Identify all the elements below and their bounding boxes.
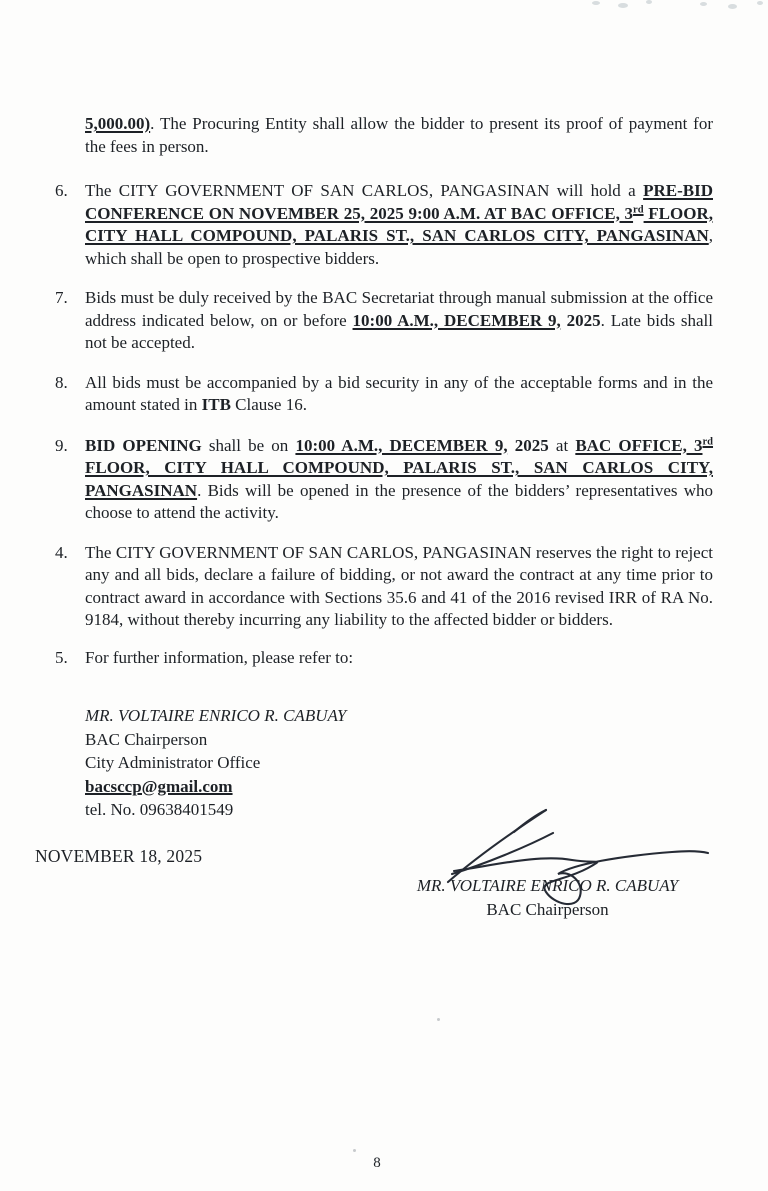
scan-artifact [700,2,707,6]
signatory-title: BAC Chairperson [486,900,609,919]
signatory-name: MR. VOLTAIRE ENRICO R. CABUAY [416,876,679,895]
contact-phone: tel. No. 09638401549 [85,800,234,819]
item-number: 6. [55,181,68,200]
document-date: NOVEMBER 18, 2025 [35,845,203,866]
list-item-4 [55,542,713,632]
item-body: For further information, please refer to: [85,647,354,667]
item-body: BID OPENING shall be on 10:00 A.M., DECEMBER 9, 2025 at BAC OFFICE, 3rd FLOOR, CITY HALL COMPOUND, PALARIS ST., SAN CARLOS CITY, PANGASINAN. Bids will be opened in the presence of the bidders’ representatives who choose to attend the activity. [85,435,714,522]
scan-artifact [646,0,652,4]
signature-block [390,800,705,930]
contact-email: bacsccp@gmail.com [85,776,233,796]
list-item-8 [55,372,713,417]
scan-artifact [592,1,600,5]
item-number: 8. [55,372,68,392]
scan-artifact [437,1018,440,1021]
list-item-6 [55,180,713,270]
item-body: The CITY GOVERNMENT OF SAN CARLOS, PANGASINAN reserves the right to reject any and all bids, declare a failure of bidding, or not award the contract at any time prior to contract award in accordance with Sections 35.6 and 41 of the 2016 revised IRR of RA No. 9184, without thereby incurring any liability to the affected bidder or bidders. [85,542,713,629]
contact-name: MR. VOLTAIRE ENRICO R. CABUAY [85,706,347,725]
intro-paragraph: 5,000.00). The Procuring Entity shall allow the bidder to present its proof of payment for the fees in person. [85,114,713,156]
item-number: 4. [55,542,68,562]
item-number: 9. [55,435,68,455]
contact-office: City Administrator Office [85,753,261,772]
item-body: Bids must be duly received by the BAC Secretariat through manual submission at the office address indicated below, on or before 10:00 A.M., DECEMBER 9, 2025. Late bids shall not be accepted. [85,288,714,352]
item-number: 5. [55,647,68,667]
list-item-5 [55,647,713,670]
item-number: 7. [55,288,68,307]
contact-role: BAC Chairperson [85,729,208,749]
scan-artifact [728,4,737,9]
scan-artifact [618,3,628,8]
scan-artifact [757,1,763,5]
item-body: All bids must be accompanied by a bid security in any of the acceptable forms and in the amount stated in ITB Clause 16. [85,372,713,414]
list-item-9 [55,435,713,525]
page-number: 8 [373,1155,381,1171]
list-item-7 [55,287,713,355]
scan-artifact [353,1149,356,1152]
signature-image [440,802,710,916]
item-body: The CITY GOVERNMENT OF SAN CARLOS, PANGASINAN will hold a PRE-BID CONFERENCE ON NOVEMBER 25, 2025 9:00 A.M. AT BAC OFFICE, 3rd FLOOR, CITY HALL COMPOUND, PALARIS ST., SAN CARLOS CITY, PANGASINAN, which shall be open to prospective bidders. [85,181,713,268]
